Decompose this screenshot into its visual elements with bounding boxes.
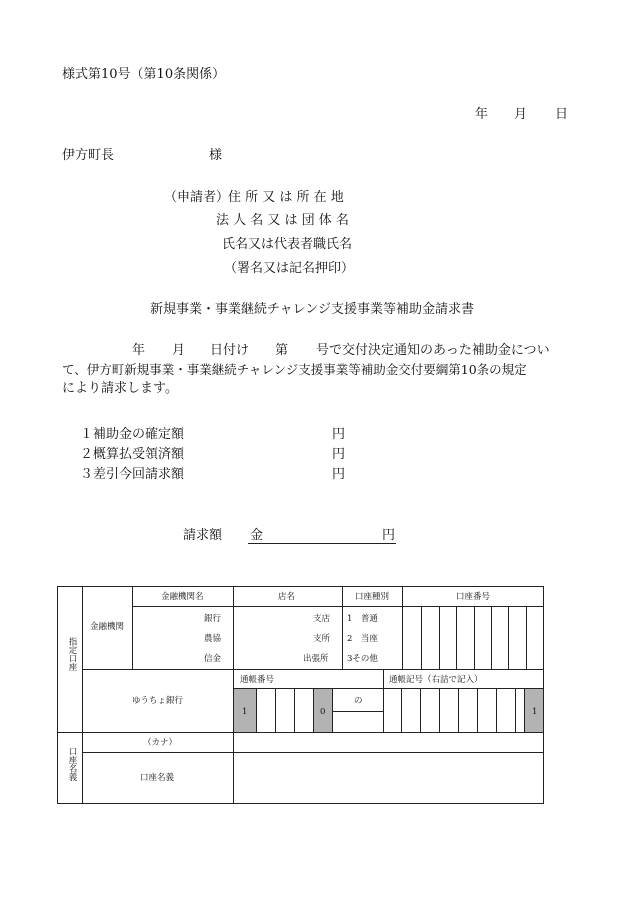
- claim-amount-prefix: 金: [250, 528, 264, 543]
- account-type-other: 3その他: [347, 654, 378, 664]
- bank-type-agri-coop: 農協: [204, 634, 222, 644]
- account-type-current: 2 当座: [347, 634, 378, 644]
- holder-kana-label: （カナ）: [143, 738, 178, 748]
- applicant-address-label: 住 所 又 は 所 在 地: [228, 190, 344, 205]
- branch-type-branch: 支店: [313, 614, 331, 624]
- item-confirmed-amount-label: １補助金の確定額: [80, 427, 185, 442]
- passbook-zero-digit: 0: [320, 707, 326, 717]
- item-advance-received-label: ２概算払受領済額: [80, 447, 185, 462]
- item-confirmed-amount-unit: 円: [332, 427, 346, 442]
- date-month-label: 月: [514, 107, 528, 122]
- applicant-corp-label: 法 人 名 又 は 団 体 名: [216, 213, 349, 228]
- yucho-bank-label: ゆうちょ銀行: [132, 696, 184, 706]
- no-label: の: [354, 696, 363, 706]
- bank-type-credit-union: 信金: [204, 654, 222, 664]
- addressee-suffix: 様: [209, 148, 223, 163]
- branch-type-sub-branch: 出張所: [303, 654, 329, 664]
- applicant-label: （申請者）: [164, 190, 230, 205]
- claim-amount-label: 請求額: [183, 528, 223, 543]
- item-advance-received-unit: 円: [332, 447, 346, 462]
- header-bank-name: 金融機関名: [161, 592, 204, 602]
- body-line1-rest: 号で交付決定通知のあった補助金につい: [316, 343, 550, 358]
- item-current-claim-label: ３差引今回請求額: [80, 467, 185, 482]
- section-designated-account: 指定口座: [67, 637, 77, 671]
- institution-label: 金融機関: [90, 622, 125, 632]
- account-type-ordinary: 1 普通: [347, 614, 378, 624]
- date-year-label: 年: [475, 107, 489, 122]
- header-account-type: 口座種別: [355, 592, 390, 602]
- body-dated: 日付け: [210, 343, 250, 358]
- header-branch: 店名: [278, 592, 296, 602]
- passbook-number-label: 通帳番号: [240, 675, 275, 685]
- passbook-mark-last-digit: 1: [532, 707, 538, 717]
- claim-amount-unit: 円: [382, 528, 396, 543]
- applicant-signature-label: （署名又は記名押印）: [224, 261, 355, 276]
- body-line3: により請求します。: [62, 381, 178, 396]
- addressee: 伊方町長: [62, 148, 115, 163]
- passbook-mark-label: 通帳記号（右詰で記入）: [389, 675, 483, 685]
- body-month: 月: [172, 343, 186, 358]
- bank-type-bank: 銀行: [204, 614, 222, 624]
- item-current-claim-unit: 円: [332, 467, 346, 482]
- branch-type-office: 支所: [313, 634, 331, 644]
- header-account-number: 口座番号: [456, 592, 491, 602]
- body-year: 年: [132, 343, 146, 358]
- document-title: 新規事業・事業継続チャレンジ支援事業等補助金請求書: [150, 302, 474, 317]
- section-account-holder: 口座名義: [67, 747, 77, 781]
- applicant-name-label: 氏名又は代表者職氏名: [222, 237, 353, 252]
- date-day-label: 日: [555, 107, 569, 122]
- body-number-prefix: 第: [275, 343, 289, 358]
- passbook-first-digit: 1: [242, 707, 248, 717]
- body-line2: て、伊方町新規事業・事業継続チャレンジ支援事業等補助金交付要綱第10条の規定: [62, 362, 527, 377]
- form-number: 様式第10号（第10条関係）: [62, 67, 226, 82]
- holder-name-label: 口座名義: [140, 773, 175, 783]
